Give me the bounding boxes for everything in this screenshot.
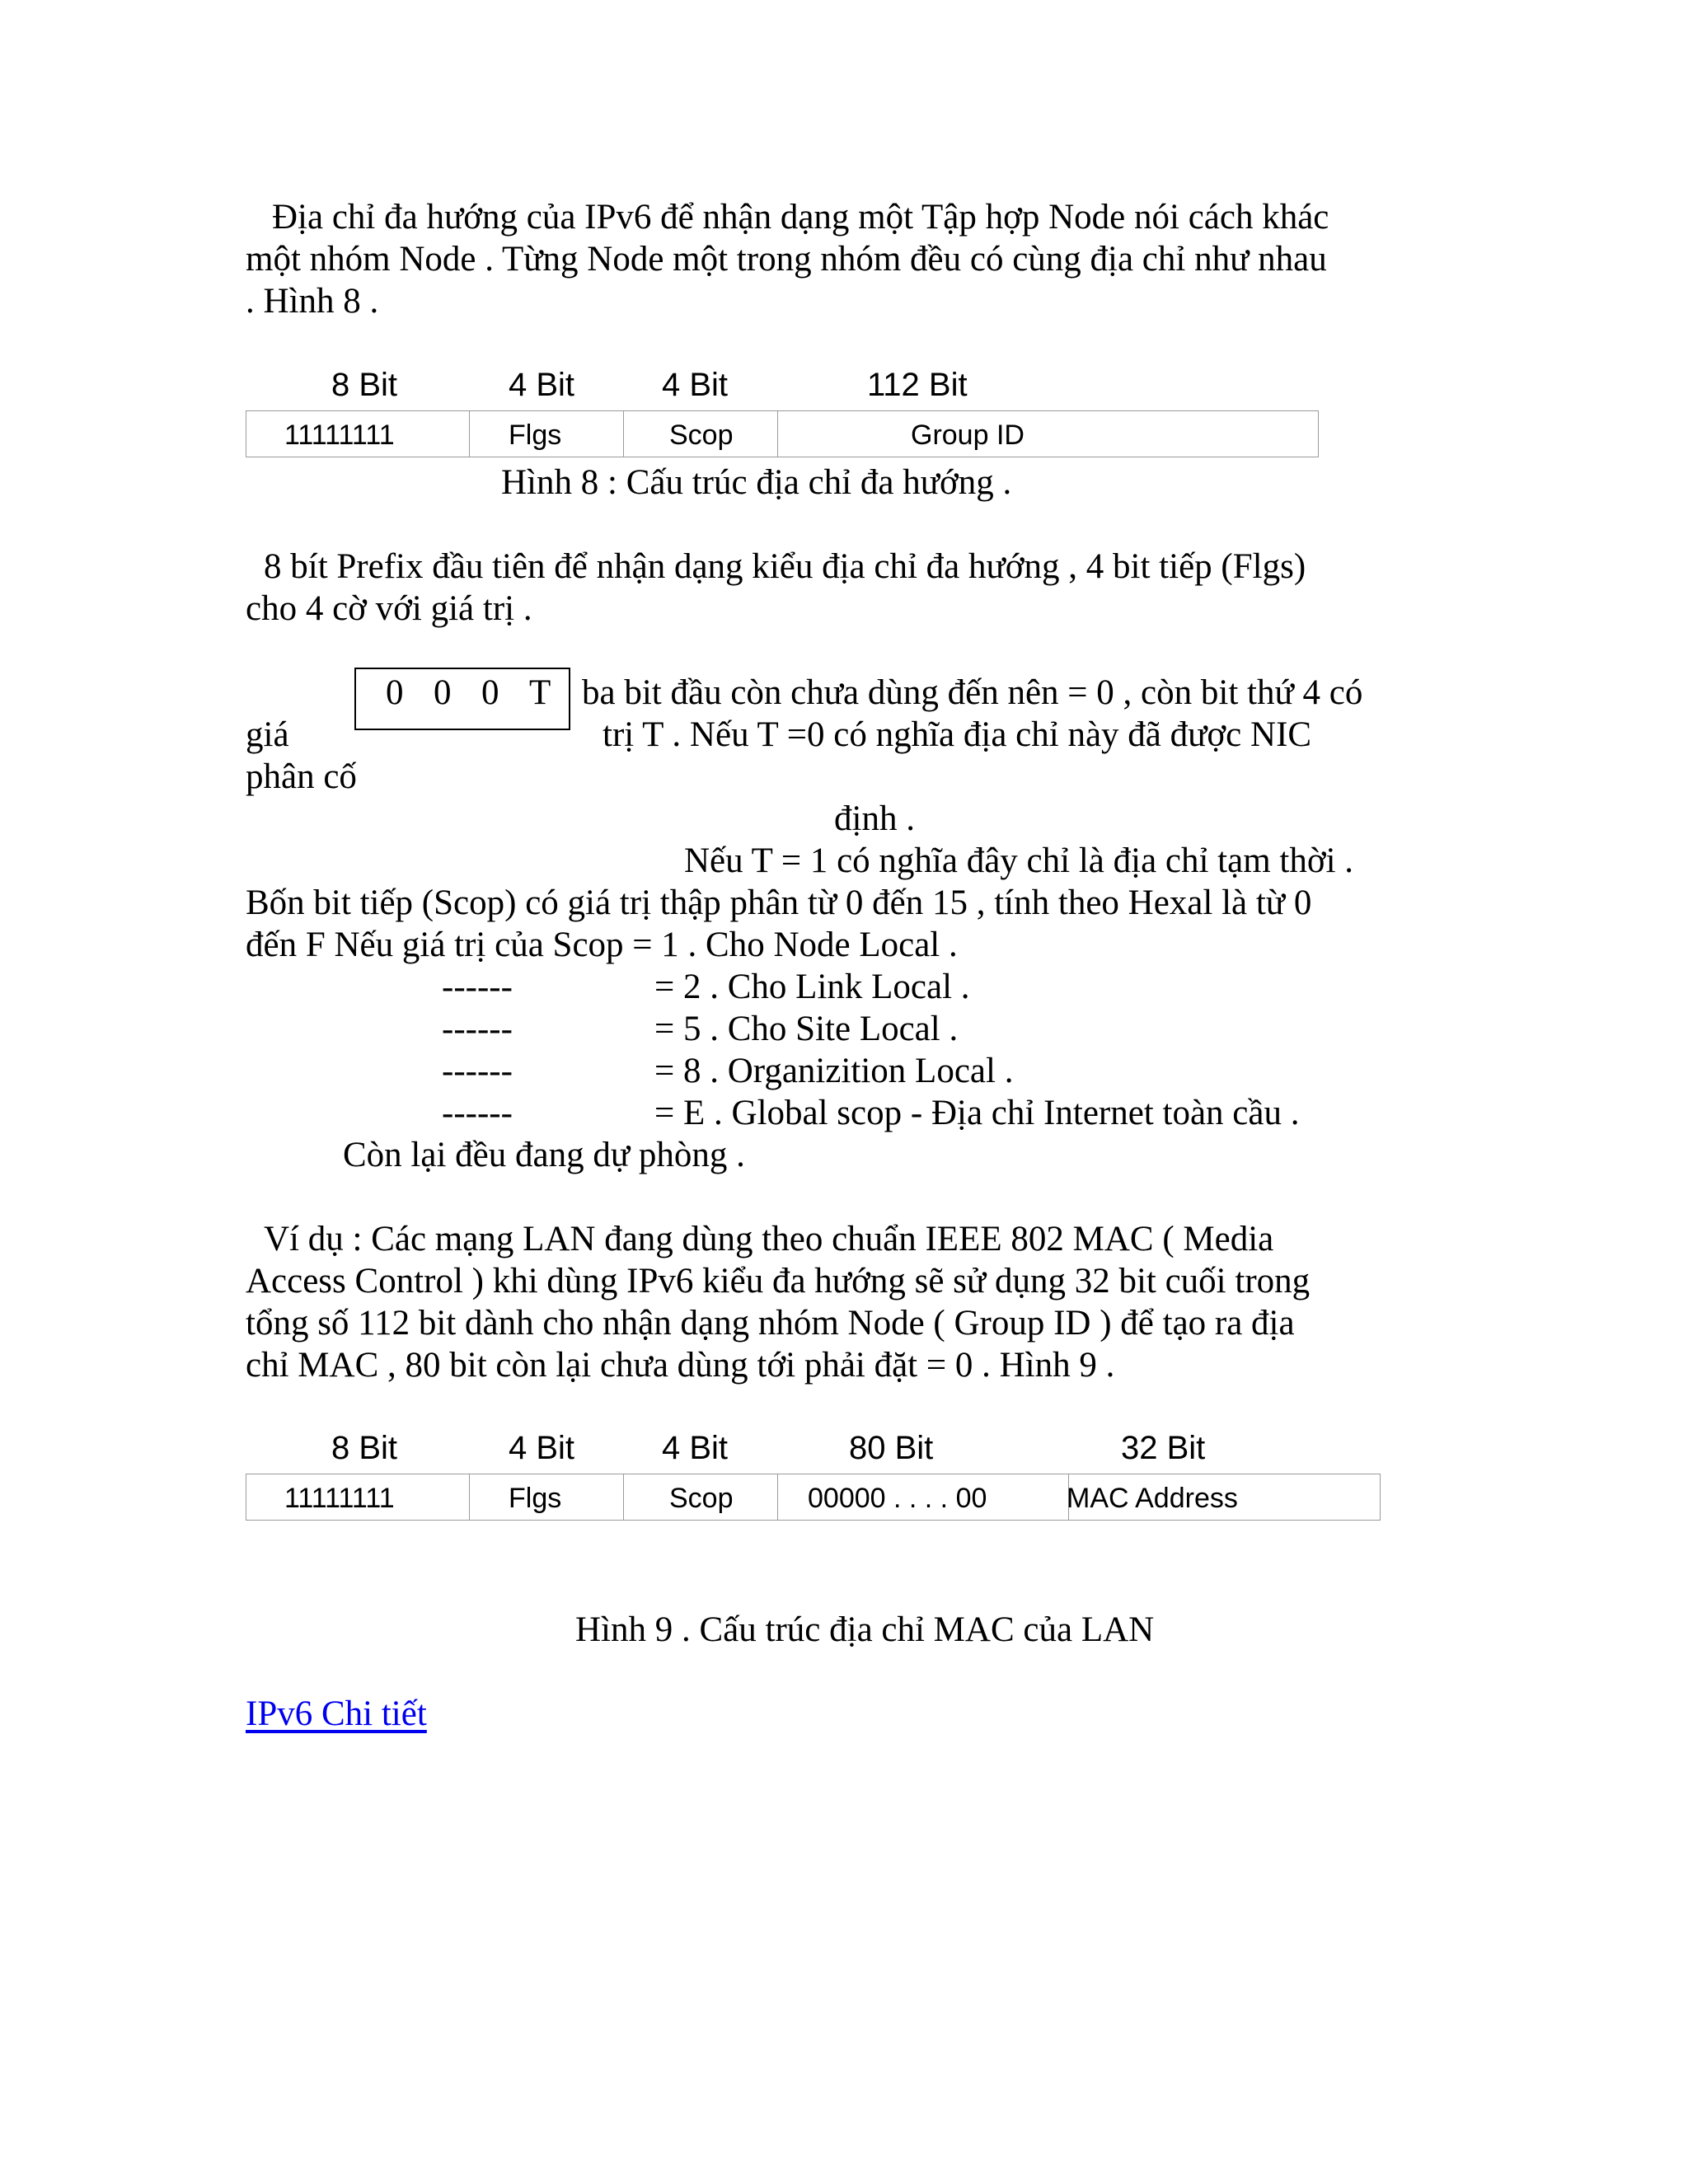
fig9-divider: [777, 1474, 778, 1521]
flags-desc-t1: Nếu T = 1 có nghĩa đây chỉ là địa chỉ tạm thời .: [684, 841, 1354, 880]
flags-desc-gia: giá: [246, 715, 289, 754]
scope-item-dash: ------: [442, 1052, 513, 1090]
scope-item-value: = E . Global scop - Địa chỉ Internet toàn cầu .: [654, 1094, 1300, 1132]
para1-line-3: . Hình 8 .: [246, 282, 379, 321]
para3-line-3: tổng số 112 bit dành cho nhận dạng nhóm Node ( Group ID ) để tạo ra địa: [246, 1304, 1295, 1343]
fig9-cell-flags: Flgs: [509, 1483, 562, 1514]
fig9-header-80bit: 80 Bit: [849, 1430, 934, 1466]
flag-bit-t: T: [529, 673, 551, 712]
fig9-header-4bit-flags: 4 Bit: [509, 1430, 575, 1466]
fig8-cell-flags: Flgs: [509, 419, 562, 451]
flags-desc-phan-co: phân cố: [246, 757, 357, 796]
flag-bit-2: 0: [434, 673, 452, 712]
fig9-header-8bit: 8 Bit: [331, 1430, 398, 1466]
ipv6-detail-link[interactable]: IPv6 Chi tiết: [246, 1694, 427, 1733]
scope-item-value: = 5 . Cho Site Local .: [654, 1010, 959, 1048]
fig8-header-112bit: 112 Bit: [867, 367, 968, 403]
fig8-cell-prefix: 11111111: [284, 419, 395, 451]
scope-item-value: = 2 . Cho Link Local .: [654, 968, 970, 1006]
scope-item-dash: ------: [442, 1010, 513, 1048]
flags-desc-dinh: định .: [834, 799, 915, 838]
fig9-cell-mac-address: MAC Address: [1067, 1483, 1238, 1514]
scope-line-1: Bốn bit tiếp (Scop) có giá trị thập phân từ 0 đến 15 , tính theo Hexal là từ 0: [246, 883, 1312, 922]
flags-desc-line-2: trị T . Nếu T =0 có nghĩa địa chỉ này đã được NIC: [603, 715, 1312, 754]
fig8-caption: Hình 8 : Cấu trúc địa chỉ đa hướng .: [501, 463, 1012, 502]
scope-item-value: = 8 . Organizition Local .: [654, 1052, 1014, 1090]
flag-bit-3: 0: [481, 673, 499, 712]
fig8-cell-group-id: Group ID: [911, 419, 1025, 451]
para1-line-1: Địa chỉ đa hướng của IPv6 để nhận dạng một Tập hợp Node nói cách khác: [272, 198, 1329, 237]
scope-item-dash: ------: [442, 1094, 513, 1132]
fig9-cell-prefix: 11111111: [284, 1483, 395, 1514]
flags-desc-line-1: ba bit đầu còn chưa dùng đến nên = 0 , còn bit thứ 4 có: [582, 673, 1363, 712]
para1-line-2: một nhóm Node . Từng Node một trong nhóm đều có cùng địa chỉ như nhau: [246, 240, 1327, 279]
flag-bit-1: 0: [386, 673, 404, 712]
para3-line-1: Ví dụ : Các mạng LAN đang dùng theo chuẩn IEEE 802 MAC ( Media: [264, 1220, 1274, 1258]
scope-line-2: đến F Nếu giá trị của Scop = 1 . Cho Node Local .: [246, 926, 958, 964]
para3-line-4: chỉ MAC , 80 bit còn lại chưa dùng tới phải đặt = 0 . Hình 9 .: [246, 1346, 1115, 1385]
para3-line-2: Access Control ) khi dùng IPv6 kiểu đa hướng sẽ sử dụng 32 bit cuối trong: [246, 1262, 1311, 1301]
scope-remaining: Còn lại đều đang dự phòng .: [343, 1136, 745, 1174]
para2-line-2: cho 4 cờ với giá trị .: [246, 589, 532, 628]
fig8-divider: [777, 410, 778, 457]
fig8-divider: [623, 410, 624, 457]
fig9-caption: Hình 9 . Cấu trúc địa chỉ MAC của LAN: [575, 1610, 1155, 1649]
fig8-table: [246, 410, 1319, 457]
para2-line-1: 8 bít Prefix đầu tiên để nhận dạng kiểu địa chỉ đa hướng , 4 bit tiếp (Flgs): [264, 547, 1306, 586]
fig8-header-4bit-flags: 4 Bit: [509, 367, 575, 403]
fig8-header-8bit: 8 Bit: [331, 367, 398, 403]
scope-item-dash: ------: [442, 968, 513, 1006]
fig9-cell-scope: Scop: [669, 1483, 734, 1514]
fig8-cell-scope: Scop: [669, 419, 734, 451]
fig9-header-4bit-scope: 4 Bit: [662, 1430, 729, 1466]
fig8-divider: [469, 410, 470, 457]
fig8-header-4bit-scope: 4 Bit: [662, 367, 729, 403]
fig9-cell-zeros: 00000 . . . . 00: [808, 1483, 987, 1514]
fig9-divider: [623, 1474, 624, 1521]
fig9-divider: [469, 1474, 470, 1521]
fig9-header-32bit: 32 Bit: [1121, 1430, 1206, 1466]
